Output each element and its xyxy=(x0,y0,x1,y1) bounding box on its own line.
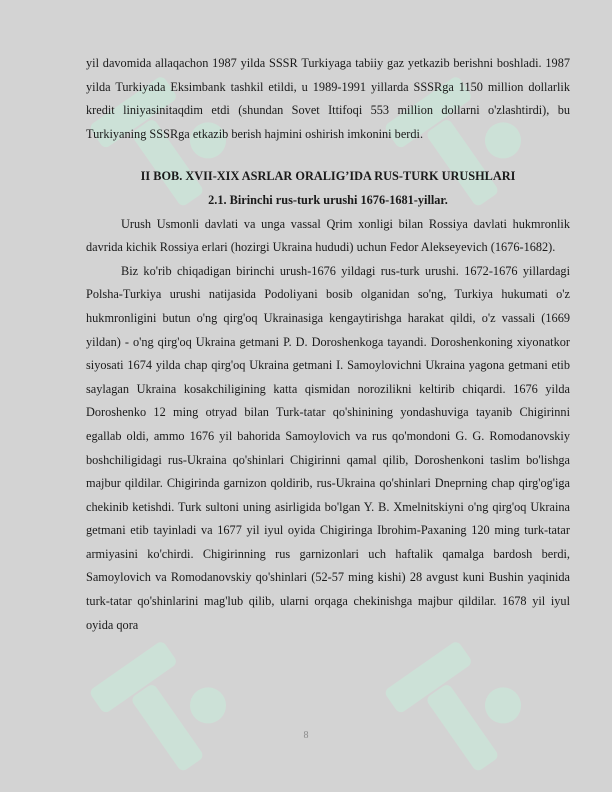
page-number: 8 xyxy=(303,730,309,741)
paragraph: Biz ko'rib chiqadigan birinchi urush-1676 yildagi rus-turk urushi. 1672-1676 yillardagi Polsha-Turkiya urushi natijasida Podoliyani bosib olganidan so'ng, Turkiya hukumati o'z hukmronligini butun o'ng qirg'oq Ukrainasiga kengaytirishga harakat qildi, o'z vassali (1669 yildan) - o'ng qirg'oq Ukraina getmani P. D. Doroshenkoga tayandi. Doroshenkoning xiyonatkor siyosati 1674 yilda chap qirg'oq Ukraina getmani I. Samoylovichni Ukraina yagona getmani etib saylagan Ukraina kosakchiligining katta qismidan norozilikni keltirib chiqardi. 1676 yilda Doroshenko 12 ming otryad bilan Turk-tatar qo'shinining yondashuviga tayanib Chigirinni egallab oldi, ammo 1676 yil bahorida Samoylovich va rus qo'mondoni G. G. Romodanovskiy boshchiligidagi rus-Ukraina qo'shinlari Chigirinni qamal qilib, Doroshenkoni taslim bo'lishga majbur qildilar. Chigirinda garnizon qoldirib, rus-Ukraina qo'shinlari Dneprning chap qirg'og'iga chekinib ketishdi. Turk sultoni uning asirligida bo'lgan Y. B. Xmelnitskiyni o'ng qirg'oq Ukraina getmani etib tayinladi va 1677 yil iyul oyida Chigiringa Ibrohim-Paxaning 120 ming turk-tatar armiyasini ko'chirdi. Chigirinning rus garnizonlari uch haftalik qamalga bardosh berdi, Samoylovich va Romodanovskiy qo'shinlari (52-57 ming kishi) 28 avgust kuni Bushin yaqinida turk-tatar qo'shinlarini mag'lub qilib, ularni orqaga chekinishga majbur qildilar. 1678 yil iyul oyida qora xyxy=(86,263,570,632)
document-body xyxy=(86,52,570,637)
watermark-logo-icon xyxy=(80,610,250,792)
watermark-logo-icon xyxy=(375,610,545,792)
section-heading: 2.1. Birinchi rus-turk urushi 1676-1681-yillar. xyxy=(208,192,448,207)
paragraph-continuation: yil davomida allaqachon 1987 yilda SSSR Turkiyaga tabiiy gaz yetkazib berishni boshladi. 1987 yilda Turkiyada Eksimbank tashkil etildi, u 1989-1991 yillarda SSSRga 1150 million dollarlik kredit liniyasinitaqdim etdi (shundan Sovet Ittifoqi 553 million dollarni o'zlashtirdi), bu Turkiyaning SSSRga etkazib berish hajmini oshirish imkonini berdi. xyxy=(86,56,570,141)
paragraph: Urush Usmonli davlati va unga vassal Qrim xonligi bilan Rossiya davlati hukmronlik davrida kichik Rossiya erlari (hozirgi Ukraina hududi) uchun Fedor Alekseyevich (1676-1682). xyxy=(86,216,570,255)
chapter-heading: II BOB. XVII-XIX ASRLAR ORALIG’IDA RUS-TURK URUSHLARI xyxy=(140,169,516,184)
